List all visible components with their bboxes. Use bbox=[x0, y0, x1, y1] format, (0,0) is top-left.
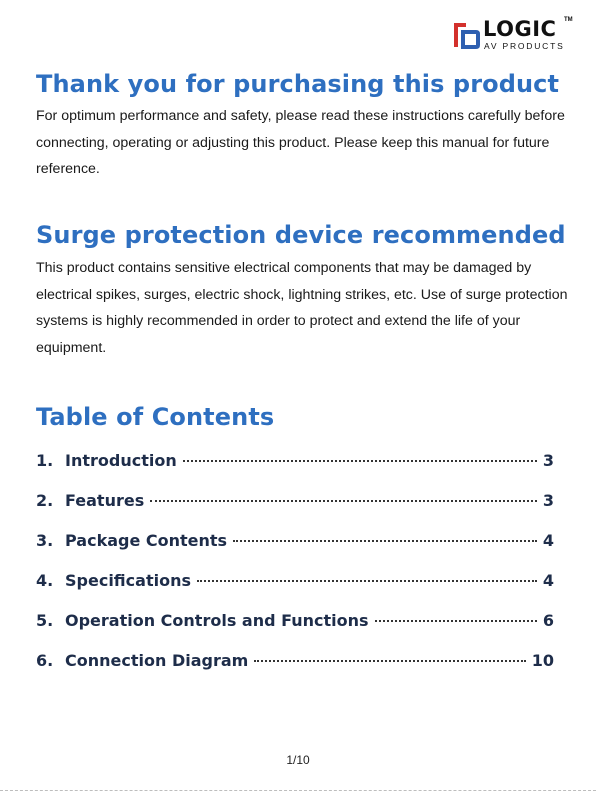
page-number: 1/10 bbox=[286, 753, 310, 767]
toc-item-number: 3. bbox=[36, 531, 54, 550]
surge-protection-heading: Surge protection device recommended bbox=[36, 221, 566, 249]
toc-heading: Table of Contents bbox=[36, 403, 275, 431]
logo-tagline: AV PRODUCTS bbox=[484, 41, 565, 51]
toc-item-operation-controls[interactable] bbox=[36, 611, 554, 651]
toc-item-number: 4. bbox=[36, 571, 54, 590]
toc-leader-dots bbox=[254, 660, 525, 662]
toc-item-page: 4 bbox=[542, 531, 554, 550]
toc-item-connection-diagram[interactable] bbox=[36, 651, 554, 691]
toc-item-number: 6. bbox=[36, 651, 54, 670]
toc-leader-dots bbox=[183, 460, 537, 462]
toc-item-title: Operation Controls and Functions bbox=[65, 611, 369, 630]
toc-item-page: 4 bbox=[542, 571, 554, 590]
toc-item-number: 1. bbox=[36, 451, 54, 470]
toc-item-page: 10 bbox=[531, 651, 554, 670]
toc-item-title: Introduction bbox=[65, 451, 177, 470]
toc-item-title: Specifications bbox=[65, 571, 191, 590]
logo-wordmark: LOGIC bbox=[483, 17, 557, 41]
toc-leader-dots bbox=[197, 580, 537, 582]
toc-item-specifications[interactable] bbox=[36, 571, 554, 611]
surge-protection-paragraph: This product contains sensitive electrical components that may be damaged by electrical spikes, surges, electric shock, lightning strikes, etc. Use of surge protection systems is highly recommended in order to protect and extend the life of your equipment. bbox=[36, 260, 568, 356]
toc-leader-dots bbox=[375, 620, 537, 622]
toc-item-number: 2. bbox=[36, 491, 54, 510]
footer-divider bbox=[0, 790, 596, 791]
brand-logo bbox=[452, 17, 572, 53]
toc-item-features[interactable] bbox=[36, 491, 554, 531]
toc-item-number: 5. bbox=[36, 611, 54, 630]
table-of-contents bbox=[36, 451, 554, 691]
thank-you-heading: Thank you for purchasing this product bbox=[36, 70, 560, 98]
logic-logo-icon bbox=[452, 19, 482, 51]
toc-item-package-contents[interactable] bbox=[36, 531, 554, 571]
toc-leader-dots bbox=[233, 540, 537, 542]
toc-item-title: Features bbox=[65, 491, 145, 510]
toc-item-introduction[interactable] bbox=[36, 451, 554, 491]
toc-item-title: Connection Diagram bbox=[65, 651, 249, 670]
toc-leader-dots bbox=[150, 500, 537, 502]
toc-item-page: 3 bbox=[542, 451, 554, 470]
thank-you-paragraph: For optimum performance and safety, please read these instructions carefully before connecting, operating or adjusting this product. Please keep this manual for future reference. bbox=[36, 108, 565, 177]
toc-item-title: Package Contents bbox=[65, 531, 228, 550]
toc-item-page: 3 bbox=[542, 491, 554, 510]
toc-item-page: 6 bbox=[542, 611, 554, 630]
logo-trademark: TM bbox=[564, 17, 573, 23]
